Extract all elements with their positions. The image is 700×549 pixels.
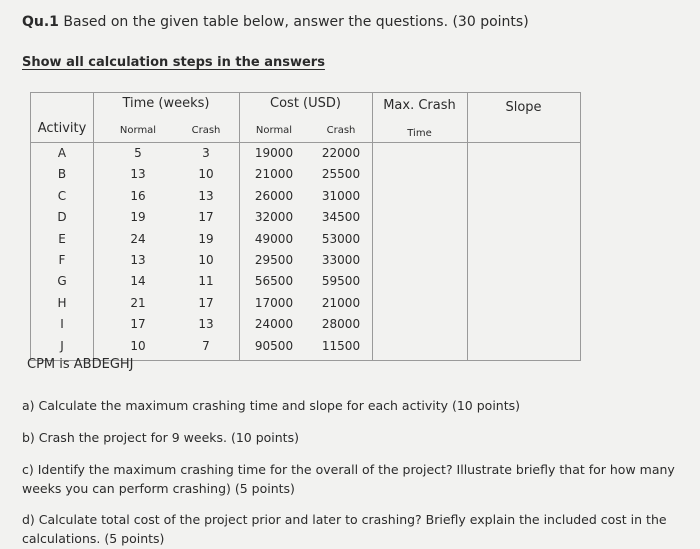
crash-time-cell: 17 [198, 210, 214, 225]
cpm-text: CPM is ABDEGHJ [27, 357, 134, 372]
crash-time-header: Crash [191, 125, 221, 136]
crash-cost-cell: 34500 [321, 210, 361, 225]
crash-time-cell: 13 [198, 188, 214, 203]
grid-line [467, 93, 468, 360]
activity-cell: J [60, 338, 64, 353]
normal-time-cell: 5 [134, 146, 142, 160]
crash-cost-cell: 59500 [321, 274, 361, 289]
crash-time-cell: 11 [198, 274, 214, 289]
question-a: a) Calculate the maximum crashing time and slope for each activity (10 points) [22, 398, 521, 413]
normal-cost-cell: 19000 [254, 146, 294, 160]
normal-cost-cell: 26000 [254, 188, 294, 203]
crash-time-cell: 10 [198, 253, 214, 267]
question-heading [22, 14, 529, 30]
normal-cost-cell: 49000 [254, 231, 294, 246]
cost-usd-header: Cost (USD) [270, 96, 341, 111]
normal-time-cell: 16 [130, 188, 146, 203]
question-number: Qu.1 [22, 14, 59, 30]
activity-cell: G [57, 274, 67, 289]
normal-time-header: Normal [119, 125, 157, 136]
normal-time-cell: 14 [130, 274, 146, 289]
normal-cost-cell: 24000 [254, 317, 294, 332]
activity-cell: A [57, 146, 67, 160]
instruction-text: Show all calculation steps in the answers [22, 55, 325, 70]
normal-cost-cell: 90500 [254, 338, 294, 353]
time-weeks-header: Time (weeks) [122, 96, 210, 111]
activity-cell: E [58, 231, 66, 246]
normal-time-cell: 17 [130, 317, 146, 332]
max-crash-time-header: Time [407, 128, 432, 139]
normal-time-cell: 21 [130, 295, 146, 310]
crash-cost-cell: 11500 [321, 338, 361, 353]
crash-time-cell: 17 [198, 295, 214, 310]
crash-time-cell: 13 [198, 317, 214, 332]
normal-cost-header: Normal [255, 125, 293, 136]
grid-line [31, 142, 580, 143]
max-crash-header: Max. Crash [383, 98, 456, 113]
crash-cost-cell: 33000 [321, 253, 361, 267]
activity-cell: F [58, 253, 66, 267]
grid-line [93, 93, 94, 360]
crash-time-cell: 3 [202, 146, 210, 160]
activity-cell: C [57, 188, 67, 203]
crash-time-cell: 10 [198, 167, 214, 182]
normal-time-cell: 10 [130, 338, 146, 353]
question-text: Based on the given table below, answer the questions. (30 points) [63, 14, 529, 30]
grid-line [239, 93, 240, 360]
activity-cell: I [60, 317, 64, 332]
normal-cost-cell: 17000 [254, 295, 294, 310]
normal-cost-cell: 21000 [254, 167, 294, 182]
activity-cell: B [57, 167, 67, 182]
crash-cost-header: Crash [326, 125, 356, 136]
question-d: d) Calculate total cost of the project prior and later to crashing? Briefly explain the included cost in the calculations. (5 points) [22, 512, 667, 546]
activity-cell: D [57, 210, 67, 225]
activity-header: Activity [37, 121, 87, 136]
crash-cost-cell: 53000 [321, 231, 361, 246]
crash-cost-cell: 22000 [321, 146, 361, 160]
crash-cost-cell: 31000 [321, 188, 361, 203]
crash-time-cell: 19 [198, 231, 214, 246]
crash-cost-cell: 25500 [321, 167, 361, 182]
normal-time-cell: 19 [130, 210, 146, 225]
normal-time-cell: 24 [130, 231, 146, 246]
activity-cell: H [57, 295, 67, 310]
question-b: b) Crash the project for 9 weeks. (10 points) [22, 430, 299, 445]
slope-header: Slope [505, 100, 542, 115]
crash-cost-cell: 21000 [321, 295, 361, 310]
normal-time-cell: 13 [130, 253, 146, 267]
question-c: c) Identify the maximum crashing time for the overall of the project? Illustrate briefly that for how many weeks you can perform crashing) (5 points) [22, 462, 675, 496]
normal-cost-cell: 29500 [254, 253, 294, 267]
crash-time-cell: 7 [202, 338, 210, 353]
crash-cost-cell: 28000 [321, 317, 361, 332]
normal-time-cell: 13 [130, 167, 146, 182]
normal-cost-cell: 32000 [254, 210, 294, 225]
normal-cost-cell: 56500 [254, 274, 294, 289]
activity-table [30, 92, 581, 361]
